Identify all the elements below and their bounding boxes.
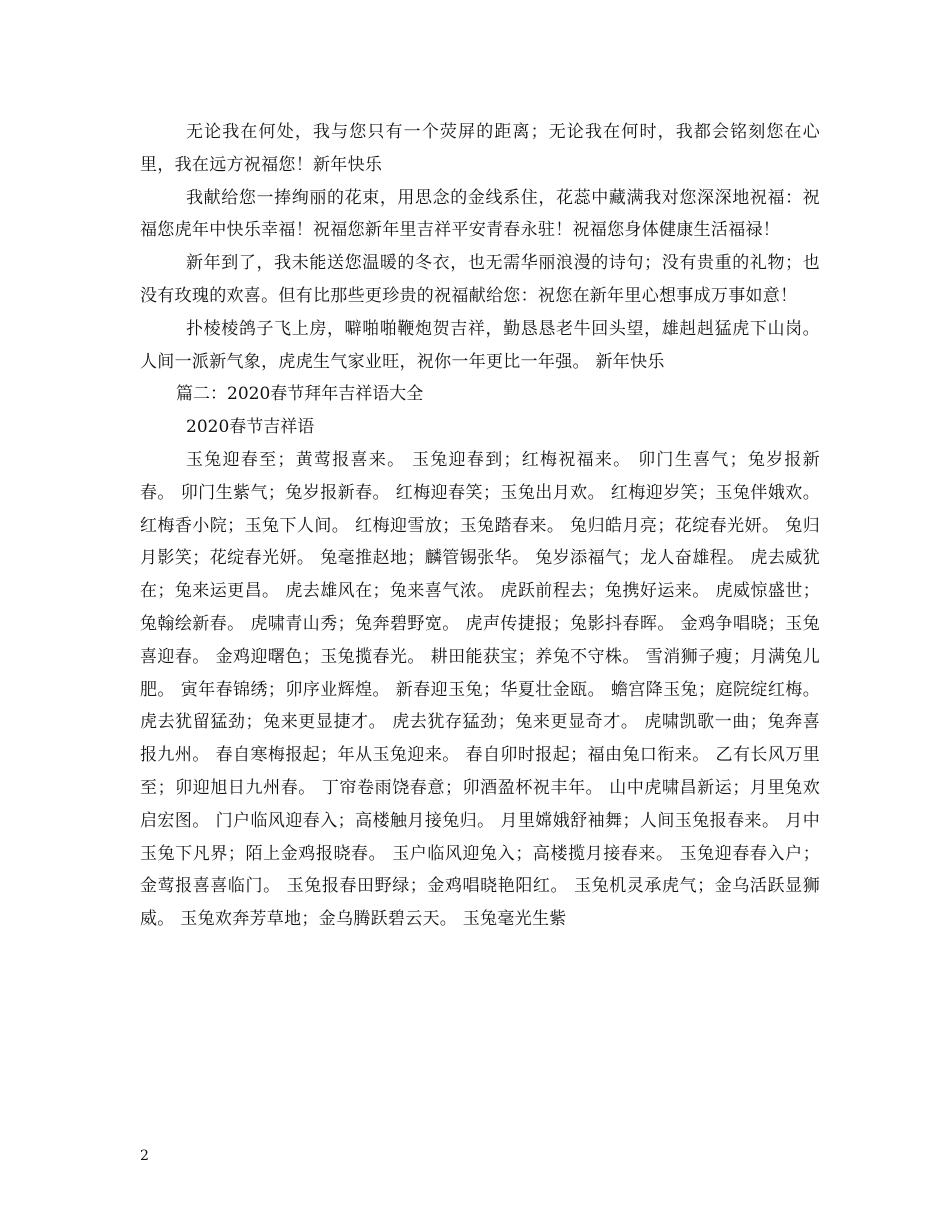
page-number: 2 (140, 1148, 149, 1164)
page-content (140, 116, 820, 936)
paragraph-3: 新年到了，我未能送您温暖的冬衣，也无需华丽浪漫的诗句；没有贵重的礼物；也没有玫瑰的欢喜。但有比那些更珍贵的祝福献给您：祝您在新年里心想事成万事如意！ (140, 253, 820, 306)
body-text: 玉兔迎春至；黄莺报喜来。 玉兔迎春到；红梅祝福来。 卯门生喜气；兔岁报新春。 卯门生紫气；兔岁报新春。 红梅迎春笑；玉兔出月欢。 红梅迎岁笑；玉兔伴娥欢。 红梅香小院；玉兔下人间。 红梅迎雪放；玉兔踏春来。 兔归皓月亮；花绽春光妍。 兔归月影笑；花绽春光妍。 兔毫推赵地；麟管锡张华。 兔岁添福气；龙人奋雄程。 虎去威犹在；兔来运更昌。 虎去雄风在；兔来喜气浓。 虎跃前程去；兔携好运来。 虎威惊盛世；兔翰绘新春。 虎啸青山秀；兔奔碧野宽。 虎声传捷报；兔影抖春晖。 金鸡争唱晓；玉兔喜迎春。 金鸡迎曙色；玉兔揽春光。 耕田能获宝；养兔不守株。 雪消狮子瘦；月满兔儿肥。 寅年春锦绣；卯序业辉煌。 新春迎玉兔；华夏壮金瓯。 蟾宫降玉兔；庭院绽红梅。 虎去犹留猛劲；兔来更显捷才。 虎去犹存猛劲；兔来更显奇才。 虎啸凯歌一曲；兔奔喜报九州。 春自寒梅报起；年从玉兔迎来。 春自卯时报起；福由兔口衔来。 乙有长风万里至；卯迎旭日九州春。 丁帘卷雨饶春意；卯酒盈杯祝丰年。 山中虎啸昌新运；月里兔欢启宏图。 门户临风迎春入；高楼触月接兔归。 月里嫦娥舒袖舞；人间玉兔报春来。 月中玉兔下凡界；陌上金鸡报晓春。 玉户临风迎兔入；高楼揽月接春来。 玉兔迎春春入户；金莺报喜喜临门。 玉兔报春田野绿；金鸡唱晓艳阳红。 玉兔机灵承虎气；金乌活跃显狮威。 玉兔欢奔芳草地；金乌腾跃碧云天。 玉兔毫光生紫 (140, 449, 820, 930)
sub-heading: 2020春节吉祥语 (186, 417, 315, 438)
paragraph-4: 扑棱棱鸽子飞上房，噼啪啪鞭炮贺吉祥，勤恳恳老牛回头望，雄赳赳猛虎下山岗。人间一派新气象，虎虎生气家业旺，祝你一年更比一年强。 新年快乐 (140, 318, 820, 372)
paragraph-2: 我献给您一捧绚丽的花束，用思念的金线系住，花蕊中藏满我对您深深地祝福：祝福您虎年中快乐幸福！祝福您新年里吉祥平安青春永驻！祝福您身体健康生活福禄！ (140, 187, 820, 241)
section-heading: 篇二：2020春节拜年吉祥语大全 (176, 384, 424, 405)
paragraph-1: 无论我在何处，我与您只有一个荧屏的距离；无论我在何时，我都会铭刻您在心里，我在远方祝福您！新年快乐 (140, 122, 820, 175)
